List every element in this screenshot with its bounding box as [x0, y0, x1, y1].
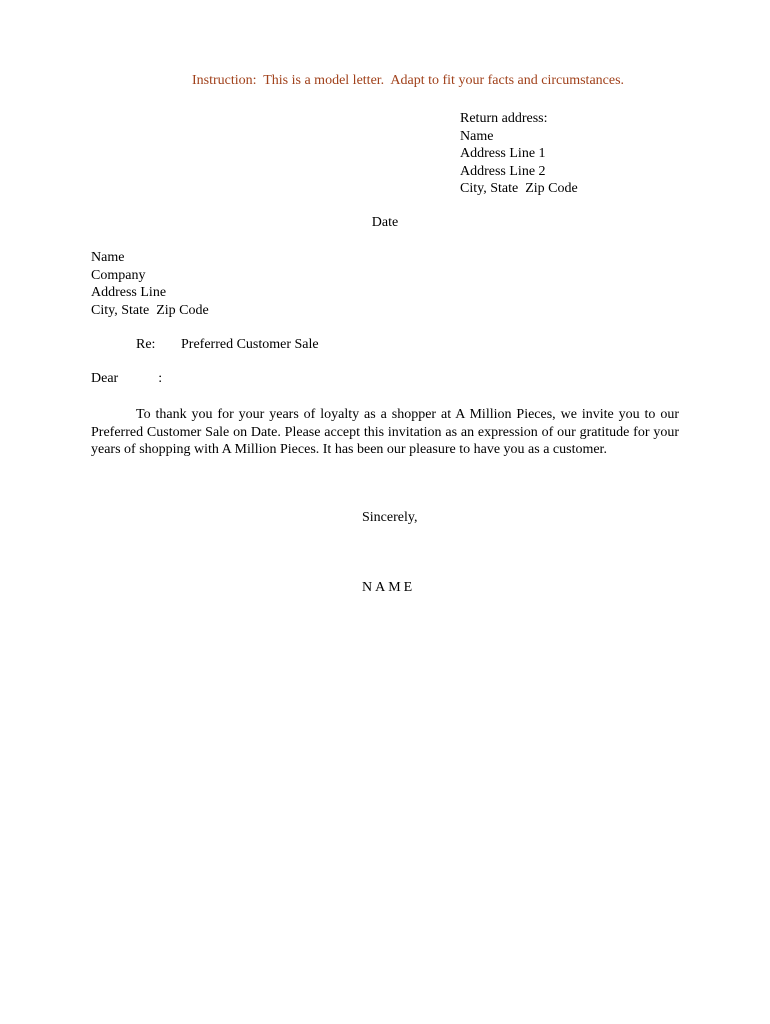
- return-address-line2: Address Line 2: [460, 163, 546, 179]
- return-address-city-state-zip: City, State Zip Code: [460, 181, 578, 196]
- letter-body: To thank you for your years of loyalty as a shopper at A Million Pieces, we invite you to our Preferred Customer Sale on Date. Please accept this invitation as an expression of our gratitude for your years of shopping with A Million Pieces. It has been our pleasure to have you as a customer.: [91, 407, 679, 457]
- letter-date: Date: [371, 215, 399, 230]
- return-address-name: Name: [460, 128, 494, 144]
- salutation-word: Dear: [91, 371, 119, 386]
- salutation: [91, 371, 162, 387]
- instruction-note: Instruction: This is a model letter. Adapt to fit your facts and circumstances.: [191, 73, 625, 88]
- return-address-heading: Return address:: [460, 111, 548, 126]
- signature-name: NAME: [362, 580, 416, 595]
- subject-label: Re:: [136, 337, 156, 352]
- return-address-block: [460, 110, 578, 198]
- return-address-line1: Address Line 1: [460, 146, 546, 161]
- subject-line: [136, 337, 319, 353]
- recipient-address-block: [91, 249, 209, 319]
- salutation-colon: :: [158, 371, 163, 386]
- recipient-name: Name: [91, 250, 125, 265]
- recipient-address: Address Line: [91, 285, 167, 300]
- recipient-company: Company: [91, 267, 146, 283]
- recipient-city-state-zip: City, State Zip Code: [91, 302, 209, 318]
- closing: Sincerely,: [362, 510, 418, 525]
- subject-text: Preferred Customer Sale: [181, 337, 319, 352]
